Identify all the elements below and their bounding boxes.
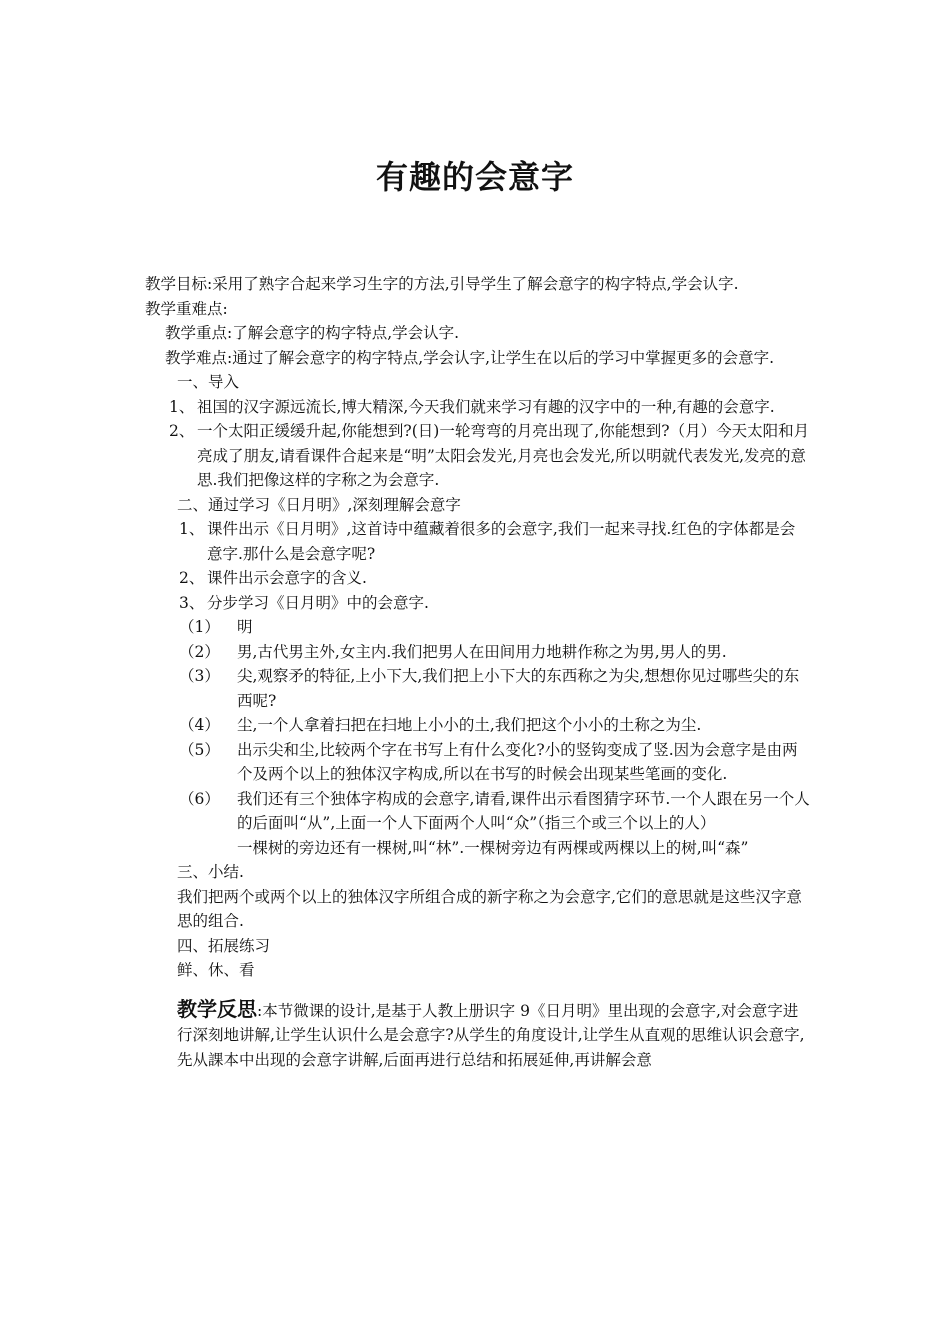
section1-item (145, 395, 810, 420)
subitem-text: 我们还有三个独体字构成的会意字,请看,课件出示看图猜字环节.一个人跟在另一个人的后面叫“从”,上面一个人下面两个人叫“众”（指三个或三个以上的人） (237, 789, 810, 832)
subitem (145, 713, 810, 738)
subitem (145, 640, 810, 665)
item-text: 祖国的汉字源远流长,博大精深,今天我们就来学习有趣的汉字中的一种,有趣的会意字. (197, 397, 775, 416)
subitem-text: 明 (237, 618, 253, 636)
subitem-continuation: 一棵树的旁边还有一棵树,叫“林”.一棵树旁边有两棵或两棵以上的树,叫“森” (237, 838, 749, 857)
section1-heading: 一、导入 (177, 373, 240, 391)
item-number: 2、 (169, 422, 195, 440)
item-text: 分步学习《日月明》中的会意字. (207, 593, 429, 612)
subitem (145, 738, 810, 787)
item-text: 课件出示《日月明》,这首诗中蕴藏着很多的会意字,我们一起来寻找.红色的字体都是会意字.那什么是会意字呢? (207, 520, 796, 563)
document-body (145, 272, 810, 1072)
item-number: 2、 (179, 569, 205, 587)
section4-heading: 四、拓展练习 (177, 936, 271, 955)
item-text: 一个太阳正缓缓升起,你能想到?(日)一轮弯弯的月亮出现了,你能想到?（月）今天太阳和月亮成了朋友,请看课件合起来是“明”太阳会发光,月亮也会发光,所以明就代表发光,发亮的意思.我们把像这样的字称之为会意字. (197, 422, 810, 489)
difficult-point: 教学难点:通过了解会意字的构字特点,学会认字,让学生在以后的学习中掌握更多的会意字. (165, 348, 775, 367)
section4-text: 鲜、休、看 (177, 961, 255, 979)
teaching-goal: 教学目标:采用了熟字合起来学习生字的方法,引导学生了解会意字的构字特点,学会认字. (145, 275, 739, 293)
item-number: 1、 (169, 397, 195, 416)
key-difficult-heading: 教学重难点: (145, 299, 228, 318)
section3-heading: 三、小结. (177, 863, 244, 881)
document-title: 有趣的会意字 (375, 158, 574, 196)
section3-text: 我们把两个或两个以上的独体汉字所组合成的新字称之为会意字,它们的意思就是这些汉字意思的组合. (177, 887, 802, 930)
reflection-text: :本节微课的设计,是基于人教上册识字 9《日月明》里出现的会意字,对会意字进行深刻地讲解,让学生认识什么是会意字?从学生的角度设计,让学生从直观的思维认识会意字,先从課本中出现的会意字讲解,后面再进行总结和拓展延伸,再讲解会意 (177, 1001, 805, 1069)
subitem (145, 664, 810, 713)
subitem-text: 尘,一个人拿着扫把在扫地上小小的土,我们把这个小小的土称之为尘. (237, 716, 702, 734)
subitem-text: 尖,观察矛的特征,上小下大,我们把上小下大的东西称之为尖,想想你见过哪些尖的东西呢? (237, 667, 800, 710)
item-number: 3、 (179, 593, 205, 612)
subitem-number: （1） (179, 618, 220, 636)
subitem (145, 615, 810, 640)
section2-item (145, 591, 810, 616)
subitem-number: （6） (179, 789, 220, 808)
subitem-number: （2） (179, 642, 220, 661)
subitem-number: （3） (179, 667, 220, 685)
subitem (145, 787, 810, 836)
reflection (145, 997, 810, 1073)
subitem-text: 男,古代男主外,女主内.我们把男人在田间用力地耕作称之为男,男人的男. (237, 642, 727, 661)
reflection-label: 教学反思 (177, 996, 257, 1021)
section2-heading: 二、通过学习《日月明》,深刻理解会意字 (177, 495, 461, 514)
section2-item (145, 566, 810, 591)
subitem-text: 出示尖和尘,比较两个字在书写上有什么变化?小的竖钩变成了竖.因为会意字是由两个及两个以上的独体汉字构成,所以在书写的时候会出现某些笔画的变化. (237, 740, 798, 783)
subitem-number: （4） (179, 716, 220, 734)
item-number: 1、 (179, 520, 205, 538)
section1-item (145, 419, 810, 493)
key-point: 教学重点:了解会意字的构字特点,学会认字. (165, 324, 460, 342)
section2-item (145, 517, 810, 566)
subitem-number: （5） (179, 740, 220, 759)
item-text: 课件出示会意字的含义. (207, 569, 367, 587)
